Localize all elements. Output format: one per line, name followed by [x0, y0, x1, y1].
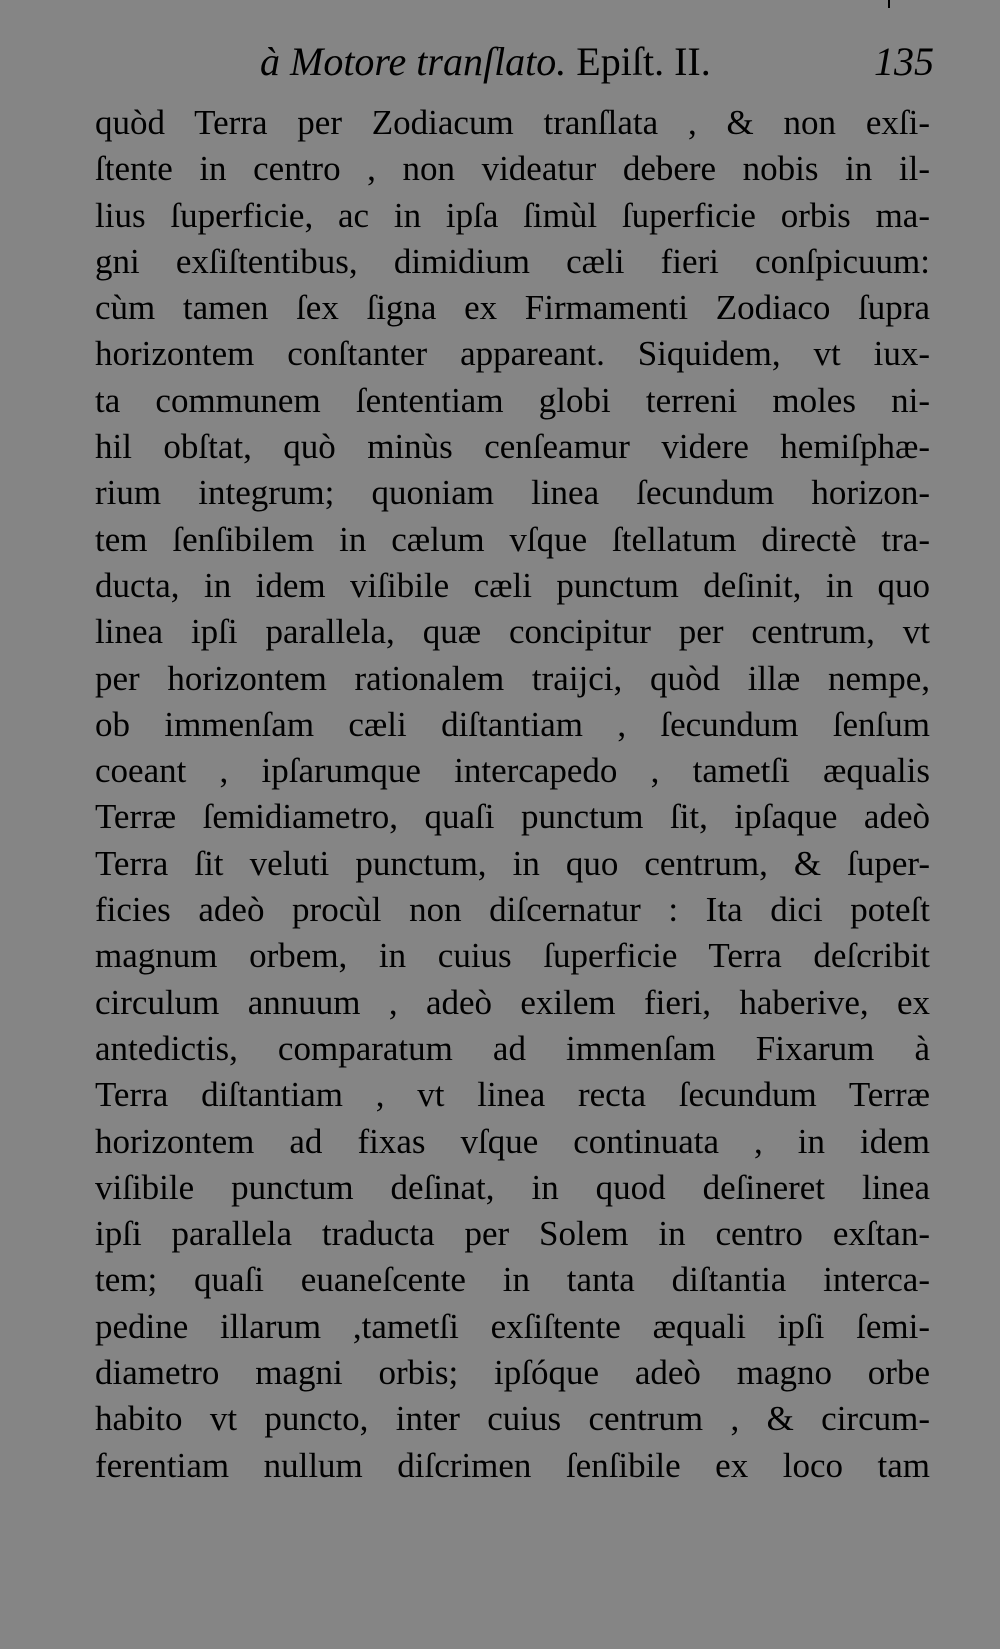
text-line: ta communem ſententiam globi terreni moles ni-: [95, 380, 930, 420]
page-header: [90, 38, 940, 98]
text-line: tem; quaſi euaneſcente in tanta diſtantia interca-: [95, 1260, 930, 1300]
text-line: ferentiam nullum diſcrimen ſenſibile ex loco tam: [95, 1445, 930, 1485]
text-line: ducta, in idem viſibile cæli punctum deſinit, in quo: [95, 565, 930, 605]
margin-mark: [888, 0, 890, 8]
text-line: Terra diſtantiam , vt linea recta ſecundum Terræ: [95, 1075, 930, 1115]
text-line: pedine illarum ,tametſi exſiſtente æquali ipſi ſemi-: [95, 1306, 930, 1346]
text-line: hil obſtat, quò minùs cenſeamur videre hemiſphæ-: [95, 427, 930, 467]
text-line: gni exſiſtentibus, dimidium cæli fieri conſpicuum:: [95, 241, 930, 281]
running-head: [260, 38, 711, 85]
text-line: circulum annuum , adeò exilem fieri, haberive, ex: [95, 982, 930, 1022]
text-line: per horizontem rationalem traijci, quòd illæ nempe,: [95, 658, 930, 698]
text-line: coeant , ipſarumque intercapedo , tametſi æqualis: [95, 751, 930, 791]
text-line: Terra ſit veluti punctum, in quo centrum, & ſuper-: [95, 843, 930, 883]
text-line: diametro magni orbis; ipſóque adeò magno orbe: [95, 1353, 930, 1393]
text-line: horizontem conſtanter appareant. Siquidem, vt iux-: [95, 334, 930, 374]
text-line: magnum orbem, in cuius ſuperficie Terra deſcribit: [95, 936, 930, 976]
text-line: rium integrum; quoniam linea ſecundum horizon-: [95, 473, 930, 513]
text-line: antedictis, comparatum ad immenſam Fixarum à: [95, 1028, 930, 1068]
running-head-epistle: Epiſt. II.: [566, 39, 711, 84]
text-line: habito vt puncto, inter cuius centrum , & circum-: [95, 1399, 930, 1439]
text-line: ficies adeò procùl non diſcernatur : Ita dici poteſt: [95, 890, 930, 930]
text-line: horizontem ad fixas vſque continuata , in idem: [95, 1121, 930, 1161]
running-head-title: à Motore tranſlato.: [260, 39, 567, 84]
text-line: lius ſuperficie, ac in ipſa ſimùl ſuperficie orbis ma-: [95, 195, 930, 235]
body-text: [95, 100, 930, 1489]
text-line: quòd Terra per Zodiacum tranſlata , & non exſi-: [95, 103, 930, 142]
text-line: ſtente in centro , non videatur debere nobis in il-: [95, 149, 930, 189]
page-number: 135: [874, 39, 934, 84]
text-line: ob immenſam cæli diſtantiam , ſecundum ſenſum: [95, 704, 930, 744]
text-line: viſibile punctum deſinat, in quod deſineret linea: [95, 1167, 930, 1207]
text-line: linea ipſi parallela, quæ concipitur per centrum, vt: [95, 612, 930, 652]
text-line: tem ſenſibilem in cælum vſque ſtellatum directè tra-: [95, 519, 930, 559]
text-line: Terræ ſemidiametro, quaſi punctum ſit, ipſaque adeò: [95, 797, 930, 837]
text-line: cùm tamen ſex ſigna ex Firmamenti Zodiaco ſupra: [95, 288, 930, 328]
text-line: ipſi parallela traducta per Solem in centro exſtan-: [95, 1214, 930, 1254]
